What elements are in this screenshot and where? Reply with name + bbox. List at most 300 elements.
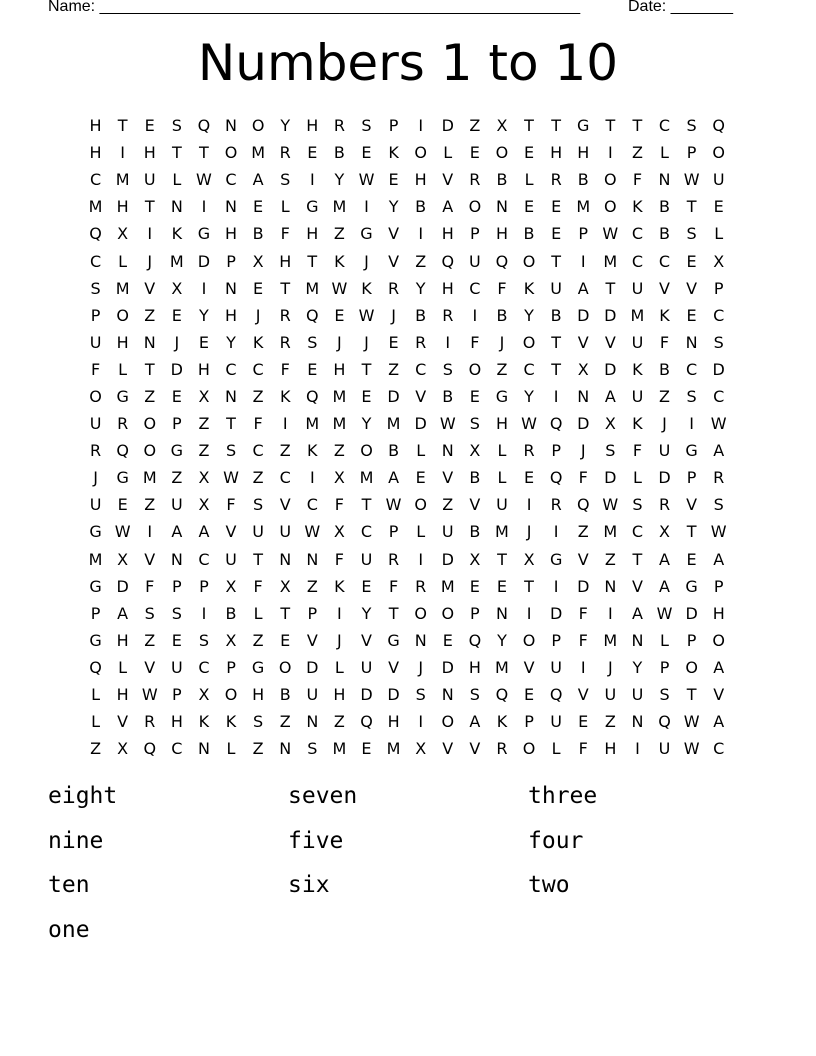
grid-row: [82, 735, 732, 762]
grid-letter: H: [116, 197, 129, 217]
grid-letter: F: [578, 603, 588, 623]
grid-letter: E: [686, 251, 697, 271]
grid-letter: P: [172, 685, 182, 705]
grid-letter: F: [632, 170, 643, 190]
grid-letter: E: [198, 332, 209, 352]
grid-letter: S: [280, 170, 291, 190]
grid-letter: X: [415, 739, 427, 759]
grid-row: [82, 193, 732, 220]
grid-row: [82, 708, 732, 735]
grid-letter: A: [604, 386, 616, 406]
grid-letter: F: [578, 739, 588, 759]
grid-letter: V: [577, 549, 589, 569]
grid-letter: B: [496, 170, 508, 190]
grid-letter: S: [686, 116, 697, 136]
grid-letter: I: [418, 224, 424, 244]
grid-letter: E: [307, 359, 318, 379]
grid-letter: V: [523, 657, 535, 677]
grid-letter: S: [361, 116, 372, 136]
grid-row: [82, 518, 732, 545]
grid-letter: D: [441, 549, 454, 569]
grid-letter: T: [361, 359, 372, 379]
grid-letter: Z: [252, 386, 264, 406]
grid-letter: H: [604, 739, 617, 759]
grid-letter: E: [469, 386, 480, 406]
grid-letter: H: [197, 359, 210, 379]
grid-letter: H: [306, 116, 319, 136]
grid-letter: T: [171, 143, 182, 163]
grid-letter: Q: [549, 685, 563, 705]
grid-letter: H: [252, 685, 265, 705]
grid-letter: V: [117, 712, 129, 732]
grid-letter: M: [88, 549, 103, 569]
grid-letter: B: [225, 603, 237, 623]
grid-letter: U: [306, 685, 319, 705]
grid-letter: O: [360, 441, 373, 461]
name-field[interactable]: Name: ______________________________________________________: [48, 0, 581, 15]
grid-row: [82, 112, 732, 139]
grid-letter: G: [360, 224, 373, 244]
grid-letter: K: [361, 278, 372, 298]
grid-letter: C: [198, 657, 210, 677]
grid-letter: V: [388, 224, 400, 244]
grid-row: [82, 139, 732, 166]
grid-letter: S: [253, 495, 264, 515]
grid-letter: R: [550, 495, 562, 515]
grid-letter: K: [659, 305, 670, 325]
grid-letter: W: [304, 522, 321, 542]
grid-letter: H: [550, 143, 563, 163]
grid-letter: I: [309, 170, 315, 190]
grid-letter: O: [685, 657, 698, 677]
grid-letter: T: [605, 116, 616, 136]
grid-letter: E: [523, 197, 535, 217]
grid-letter: N: [279, 739, 292, 759]
grid-letter: Z: [279, 712, 291, 732]
grid-letter: J: [337, 332, 342, 352]
grid-letter: E: [171, 630, 182, 650]
grid-letter: F: [253, 414, 263, 434]
grid-letter: G: [306, 197, 319, 217]
grid-row: [82, 600, 732, 627]
grid-letter: T: [632, 116, 643, 136]
grid-letter: L: [714, 224, 724, 244]
grid-letter: F: [253, 576, 263, 596]
grid-letter: P: [686, 630, 697, 650]
page-title: Numbers 1 to 10: [197, 34, 619, 92]
grid-letter: N: [225, 278, 237, 298]
grid-letter: O: [522, 739, 536, 759]
grid-letter: R: [442, 305, 454, 325]
grid-letter: C: [225, 170, 237, 190]
grid-letter: L: [632, 468, 642, 488]
grid-letter: P: [578, 224, 589, 244]
grid-letter: K: [334, 576, 345, 596]
grid-letter: E: [686, 549, 697, 569]
grid-letter: K: [523, 278, 535, 298]
grid-letter: U: [550, 712, 562, 732]
grid-letter: N: [631, 630, 644, 650]
grid-letter: V: [388, 657, 400, 677]
grid-letter: Y: [524, 305, 534, 325]
grid-letter: T: [551, 251, 562, 271]
grid-letter: M: [495, 522, 509, 542]
grid-letter: G: [170, 441, 184, 461]
grid-letter: V: [144, 657, 156, 677]
grid-letter: R: [415, 576, 427, 596]
grid-letter: M: [603, 630, 618, 650]
grid-letter: Z: [442, 495, 454, 515]
grid-letter: K: [632, 414, 643, 434]
grid-row: [82, 546, 732, 573]
grid-letter: L: [118, 657, 128, 677]
grid-letter: Q: [360, 712, 373, 732]
grid-letter: S: [225, 441, 237, 461]
grid-letter: I: [418, 116, 424, 136]
grid-letter: S: [713, 495, 724, 515]
grid-letter: Z: [198, 441, 210, 461]
grid-letter: V: [225, 522, 237, 542]
grid-letter: O: [712, 143, 725, 163]
grid-letter: P: [199, 576, 209, 596]
grid-letter: S: [469, 414, 480, 434]
grid-letter: O: [224, 685, 238, 705]
grid-letter: H: [225, 224, 238, 244]
grid-letter: O: [522, 332, 536, 352]
grid-letter: Q: [197, 116, 211, 136]
grid-letter: L: [91, 685, 100, 705]
grid-letter: N: [685, 332, 698, 352]
grid-letter: V: [469, 739, 481, 759]
grid-letter: G: [89, 630, 102, 650]
grid-letter: Y: [199, 305, 209, 325]
grid-letter: K: [334, 251, 345, 271]
grid-letter: E: [253, 197, 264, 217]
grid-letter: S: [198, 630, 209, 650]
grid-letter: W: [223, 468, 239, 488]
grid-letter: H: [116, 685, 129, 705]
grid-letter: H: [414, 170, 427, 190]
grid-letter: R: [388, 549, 400, 569]
grid-letter: S: [686, 386, 697, 406]
grid-letter: P: [470, 603, 480, 623]
grid-letter: W: [683, 712, 700, 732]
grid-letter: J: [174, 332, 180, 352]
grid-letter: I: [337, 603, 342, 623]
grid-letter: R: [279, 305, 291, 325]
grid-letter: B: [415, 305, 427, 325]
grid-letter: U: [225, 549, 237, 569]
grid-letter: H: [495, 414, 508, 434]
grid-letter: M: [305, 278, 320, 298]
grid-letter: T: [551, 332, 562, 352]
grid-letter: U: [496, 495, 508, 515]
grid-letter: K: [632, 359, 643, 379]
grid-letter: G: [387, 630, 400, 650]
grid-letter: G: [685, 576, 698, 596]
grid-letter: Z: [604, 712, 616, 732]
grid-letter: R: [117, 414, 129, 434]
word-list-item: one: [48, 916, 90, 943]
grid-letter: U: [170, 657, 183, 677]
grid-letter: B: [659, 224, 670, 244]
grid-letter: X: [198, 468, 210, 488]
grid-letter: I: [364, 197, 369, 217]
grid-letter: L: [551, 739, 561, 759]
grid-letter: J: [662, 414, 667, 434]
grid-letter: E: [307, 143, 318, 163]
grid-letter: I: [201, 278, 207, 298]
grid-letter: L: [443, 143, 453, 163]
grid-letter: R: [469, 170, 481, 190]
grid-letter: Y: [280, 116, 291, 136]
grid-letter: X: [333, 522, 345, 542]
grid-letter: M: [495, 657, 509, 677]
grid-letter: D: [604, 305, 617, 325]
grid-letter: Z: [469, 116, 481, 136]
grid-letter: Q: [712, 116, 725, 136]
grid-letter: P: [551, 630, 561, 650]
grid-letter: X: [469, 441, 481, 461]
grid-letter: T: [361, 495, 372, 515]
grid-letter: T: [686, 685, 697, 705]
grid-letter: W: [358, 170, 375, 190]
grid-letter: R: [388, 278, 400, 298]
grid-letter: A: [713, 712, 725, 732]
grid-row: [82, 329, 732, 356]
grid-letter: X: [659, 522, 670, 542]
grid-letter: R: [89, 441, 102, 461]
grid-letter: M: [386, 739, 401, 759]
grid-letter: M: [603, 522, 618, 542]
grid-letter: T: [551, 116, 562, 136]
grid-letter: W: [521, 414, 537, 434]
grid-letter: C: [686, 359, 698, 379]
word-list-item: five: [288, 827, 344, 854]
grid-letter: L: [118, 251, 128, 271]
grid-letter: Q: [441, 251, 455, 271]
grid-letter: U: [604, 685, 617, 705]
grid-letter: F: [578, 468, 588, 488]
grid-letter: C: [279, 468, 291, 488]
grid-letter: U: [89, 414, 102, 434]
grid-letter: X: [198, 685, 210, 705]
grid-letter: N: [631, 712, 644, 732]
grid-letter: H: [712, 603, 725, 623]
grid-letter: E: [551, 224, 562, 244]
grid-letter: P: [713, 278, 724, 298]
grid-letter: H: [89, 116, 102, 136]
grid-letter: C: [631, 522, 643, 542]
grid-letter: U: [712, 170, 725, 190]
grid-letter: D: [387, 386, 400, 406]
grid-letter: E: [523, 468, 535, 488]
grid-letter: J: [418, 657, 424, 677]
grid-letter: M: [386, 414, 401, 434]
grid-letter: Z: [333, 712, 345, 732]
grid-letter: V: [659, 278, 670, 298]
grid-letter: Z: [90, 739, 102, 759]
word-list-item: three: [528, 783, 598, 809]
grid-letter: P: [686, 468, 697, 488]
grid-letter: I: [526, 495, 532, 515]
word-list-item: two: [528, 872, 570, 898]
grid-letter: I: [526, 603, 532, 623]
grid-letter: F: [578, 630, 588, 650]
grid-letter: L: [416, 441, 426, 461]
grid-letter: W: [683, 170, 700, 190]
grid-letter: V: [713, 685, 725, 705]
grid-letter: B: [279, 685, 291, 705]
grid-letter: O: [522, 251, 536, 271]
grid-letter: I: [201, 603, 207, 623]
grid-letter: G: [495, 386, 509, 406]
grid-letter: F: [632, 441, 643, 461]
grid-letter: U: [550, 278, 562, 298]
grid-letter: P: [172, 576, 182, 596]
grid-letter: V: [442, 170, 454, 190]
grid-letter: F: [334, 495, 344, 515]
grid-letter: P: [226, 657, 236, 677]
grid-letter: D: [197, 251, 211, 271]
grid-letter: Z: [631, 143, 643, 163]
grid-letter: Z: [252, 630, 264, 650]
grid-letter: A: [117, 603, 129, 623]
grid-letter: X: [496, 116, 508, 136]
word-list-item: nine: [48, 827, 104, 854]
grid-letter: R: [658, 495, 671, 515]
grid-letter: F: [280, 224, 290, 244]
grid-letter: H: [170, 712, 183, 732]
grid-letter: G: [116, 386, 129, 406]
grid-letter: E: [523, 685, 535, 705]
grid-letter: E: [361, 143, 372, 163]
grid-letter: M: [576, 197, 591, 217]
grid-row: [82, 464, 732, 491]
grid-letter: C: [658, 116, 671, 136]
grid-row: [82, 654, 732, 681]
grid-letter: X: [198, 495, 210, 515]
grid-letter: U: [89, 495, 102, 515]
grid-letter: L: [280, 197, 290, 217]
grid-letter: W: [683, 739, 700, 759]
grid-letter: Q: [468, 630, 482, 650]
grid-letter: Z: [252, 739, 264, 759]
grid-letter: U: [252, 522, 264, 542]
grid-letter: F: [90, 359, 101, 379]
grid-letter: F: [497, 278, 507, 298]
grid-letter: R: [144, 712, 156, 732]
grid-letter: Q: [306, 305, 319, 325]
grid-letter: P: [90, 603, 101, 623]
grid-letter: Q: [495, 685, 509, 705]
grid-letter: V: [388, 251, 400, 271]
grid-letter: A: [713, 441, 725, 461]
grid-letter: M: [332, 414, 347, 434]
grid-letter: E: [551, 197, 562, 217]
grid-letter: O: [441, 712, 455, 732]
grid-letter: D: [577, 305, 590, 325]
word-list: [48, 778, 768, 956]
grid-letter: P: [470, 224, 480, 244]
grid-letter: Y: [334, 170, 345, 190]
grid-letter: P: [659, 657, 670, 677]
grid-letter: E: [388, 170, 399, 190]
grid-letter: I: [282, 414, 288, 434]
grid-letter: X: [225, 576, 237, 596]
grid-letter: U: [360, 657, 373, 677]
grid-letter: O: [604, 197, 617, 217]
grid-letter: T: [632, 549, 643, 569]
grid-letter: A: [659, 549, 670, 569]
grid-letter: U: [279, 522, 292, 542]
grid-letter: K: [496, 712, 508, 732]
grid-letter: S: [144, 603, 155, 623]
grid-letter: L: [172, 170, 182, 190]
grid-letter: C: [713, 739, 725, 759]
grid-letter: T: [388, 603, 399, 623]
grid-row: [82, 383, 732, 410]
grid-letter: P: [226, 251, 236, 271]
grid-letter: A: [252, 170, 264, 190]
grid-letter: A: [469, 712, 481, 732]
grid-letter: K: [279, 386, 291, 406]
grid-letter: F: [470, 332, 480, 352]
grid-letter: T: [307, 251, 318, 271]
grid-letter: T: [551, 359, 562, 379]
grid-letter: J: [526, 522, 532, 542]
date-field[interactable]: Date: _______: [628, 0, 733, 15]
grid-letter: X: [469, 549, 481, 569]
grid-letter: E: [496, 576, 507, 596]
grid-letter: U: [631, 685, 644, 705]
grid-letter: Z: [144, 386, 156, 406]
grid-letter: P: [90, 305, 101, 325]
grid-letter: K: [171, 224, 183, 244]
grid-letter: S: [686, 224, 697, 244]
grid-letter: C: [631, 224, 643, 244]
grid-letter: M: [332, 386, 347, 406]
grid-letter: D: [577, 414, 590, 434]
grid-letter: N: [170, 549, 183, 569]
grid-letter: N: [495, 603, 508, 623]
grid-letter: S: [469, 685, 480, 705]
grid-letter: G: [197, 224, 211, 244]
grid-letter: D: [170, 359, 183, 379]
grid-letter: E: [578, 712, 589, 732]
grid-letter: U: [441, 522, 454, 542]
grid-letter: S: [713, 332, 724, 352]
grid-letter: A: [171, 522, 183, 542]
grid-letter: I: [689, 414, 694, 434]
grid-letter: J: [580, 441, 586, 461]
grid-letter: T: [144, 359, 155, 379]
grid-letter: A: [713, 657, 725, 677]
grid-letter: C: [198, 549, 210, 569]
grid-letter: C: [225, 359, 237, 379]
grid-letter: C: [523, 359, 535, 379]
grid-letter: R: [496, 739, 508, 759]
grid-letter: O: [604, 170, 617, 190]
grid-letter: W: [141, 685, 158, 705]
grid-letter: C: [306, 495, 318, 515]
grid-letter: E: [686, 305, 697, 325]
grid-letter: K: [225, 712, 237, 732]
grid-letter: H: [279, 251, 292, 271]
grid-letter: Z: [496, 359, 508, 379]
grid-letter: I: [418, 712, 424, 732]
grid-letter: E: [334, 305, 345, 325]
